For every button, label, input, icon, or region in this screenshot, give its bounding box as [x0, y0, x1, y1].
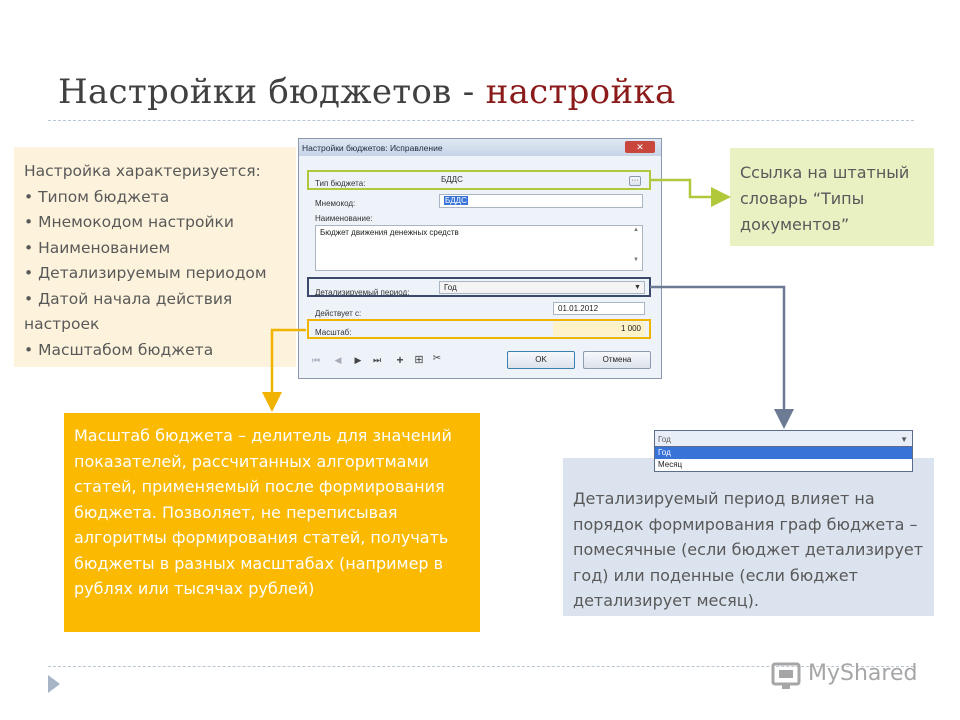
- logo-icon: [770, 658, 806, 692]
- features-heading: Настройка характеризуется:: [24, 162, 261, 180]
- close-icon[interactable]: ✕: [625, 141, 655, 153]
- feature-item: • Типом бюджета: [24, 187, 170, 206]
- dropdown-selected-value: Год: [658, 435, 671, 444]
- slide-title-accent: настройка: [485, 72, 676, 112]
- name-field-scrollbar[interactable]: ▲ ▼: [633, 227, 639, 263]
- budget-type-value[interactable]: БДДС: [441, 175, 463, 184]
- mnemocode-selected-text: БДДС: [445, 196, 467, 205]
- budget-type-label: Тип бюджета:: [315, 179, 366, 188]
- period-note-text: Детализируемый период влияет на порядок формирования граф бюджета – помесячные (если бюджет детализирует год) или поденные (если бюджет детализирует месяц).: [573, 489, 924, 610]
- slide-title-main: Настройки бюджетов -: [58, 72, 486, 112]
- name-label: Наименование:: [315, 214, 373, 223]
- scale-connector: [272, 330, 306, 407]
- period-value: Год: [444, 283, 457, 292]
- scale-value: 1 000: [620, 324, 641, 333]
- dialog-title: Настройки бюджетов: Исправление: [302, 143, 443, 153]
- feature-item: • Мнемокодом настройки: [24, 213, 234, 231]
- cancel-button[interactable]: Отмена: [583, 351, 651, 369]
- feature-item: • Датой начала действия: [24, 289, 233, 308]
- dictionary-link-text: Ссылка на штатный словарь “Типы документов”: [740, 163, 910, 234]
- feature-item: настроек: [24, 315, 100, 333]
- period-label: Детализируемый период:: [315, 288, 410, 297]
- ok-button[interactable]: OK: [507, 351, 575, 369]
- feature-item: • Наименованием: [24, 238, 171, 257]
- budget-type-connector: [650, 180, 726, 197]
- last-record-icon[interactable]: ⏭: [372, 355, 382, 365]
- chevron-down-icon[interactable]: ▼: [900, 435, 908, 444]
- name-value: Бюджет движения денежных средств: [320, 228, 459, 237]
- budget-type-lookup-button[interactable]: ···: [629, 176, 641, 186]
- dropdown-option[interactable]: Месяц: [658, 460, 683, 469]
- delete-icon[interactable]: ✂: [432, 353, 442, 364]
- chevron-down-icon[interactable]: ▼: [634, 284, 641, 291]
- logo-text: MyShared: [808, 661, 918, 686]
- feature-item: • Масштабом бюджета: [24, 340, 214, 359]
- add-copy-icon[interactable]: ⊞: [414, 354, 424, 366]
- dropdown-option[interactable]: Год: [655, 447, 912, 459]
- effective-value: 01.01.2012: [558, 304, 599, 313]
- next-record-icon[interactable]: ▶: [354, 355, 362, 365]
- mnemocode-label: Мнемокод:: [315, 199, 356, 208]
- slide-nav-arrow-icon[interactable]: [48, 675, 60, 693]
- scale-label: Масштаб:: [315, 328, 352, 337]
- prev-record-icon[interactable]: ◀: [334, 355, 342, 365]
- first-record-icon[interactable]: ⏮: [311, 355, 321, 365]
- effective-label: Действует с:: [315, 309, 362, 318]
- feature-item: • Детализируемым периодом: [24, 264, 267, 282]
- scale-note-text: Масштаб бюджета – делитель для значений показателей, рассчитанных алгоритмами статей, применяемый после формирования бюджета. Позволяет, не переписывая алгоритмы формирования статей, получать бюджеты в разных масштабах (например в рублях или тысячах рублей): [74, 426, 452, 598]
- period-connector: [650, 287, 784, 424]
- add-icon[interactable]: +: [396, 353, 404, 367]
